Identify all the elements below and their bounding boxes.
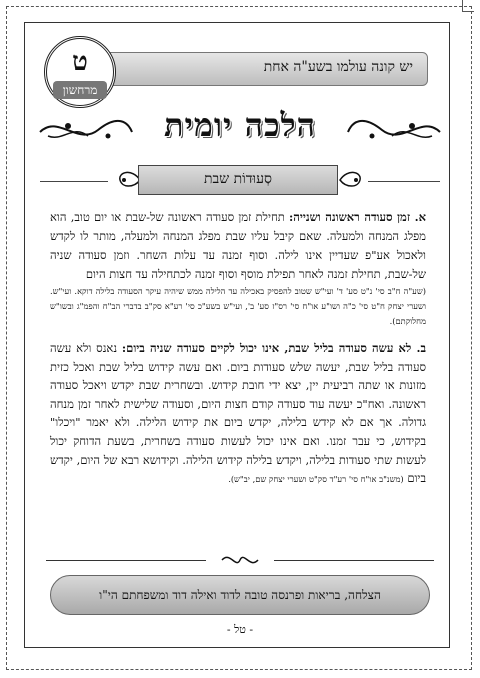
date-badge	[44, 36, 116, 108]
paragraph-1-heading: א. זמן סעודה ראשונה ושנייה:	[289, 210, 426, 224]
flourish-right-icon	[346, 112, 442, 148]
page-title: הלכה יומית	[163, 106, 316, 144]
section-rule-right	[368, 181, 440, 182]
footer-rule-left	[46, 560, 206, 561]
article-body	[50, 208, 426, 558]
title-area	[38, 104, 442, 156]
divider-ornament-icon	[220, 551, 260, 569]
section-title: סְעוּדוֹת שבת	[204, 171, 272, 187]
footer-rule-right	[274, 560, 434, 561]
header-text: יש קונה עולמו בשע"ה אחת	[263, 59, 413, 75]
paragraph-2	[50, 339, 426, 489]
paragraph-1-source: (שע"ה ח"ב סי' נ"ט סע' ד' ועי"ש שטוב להפסיק באכילה עד הלילה ממש שיהיה עיקר הסעודה בלילה דוקא. ועי"ש. ושערי יצחק ח"ט סי' כ"ה ושו"ע או"ח סי' רס"ז סע' ב', ועי"ש בשע"כ סי' רע"א סק"ב בדברי הב"ח והפמ"ג ובשו"ש מחלוקתם).	[50, 286, 426, 326]
section-rule-left	[40, 181, 108, 182]
month-label: מרחשון	[53, 81, 107, 99]
paragraph-2-source: (משנ"ב או"ח סי' רע"ד סק"ט ושערי יצחק שם, יב"ש).	[228, 474, 404, 485]
paragraph-1	[50, 208, 426, 329]
paragraph-1-text: תחילת זמן סעודה ראשונה של-שבת או יום טוב, הוא מפלג המנחה ולמעלה. שאם קיבל עליו שבת מפלג המנחה ולמעלה, מותר לו לקדש ולאכול אע"פ שעדיין אינו לילה. וסוף זמנה עד עלות השחר. וזמן סעודה שניה של-שבת, תחילת זמנה לאחר תפילת מוסף וסוף זמנה לכתחילה עד חצות היום	[50, 210, 426, 281]
dedication-text: הצלחה, בריאות ופרנסה טובה לדוד ואילה דוד ומשפחתם הי"ו	[99, 588, 381, 602]
paragraph-2-heading: ב. לא עשה סעודה בליל שבת, אינו יכול לקיים סעודה שניה ביום:	[121, 341, 426, 355]
crop-mark	[462, 0, 474, 12]
dedication-bar	[50, 575, 430, 615]
page-number: - טל -	[226, 623, 254, 636]
paragraph-2-text: נאנס ולא עשה סעודה בליל שבת, יעשה שלש סעודות ביום. ואם עשה קידוש בליל שבת ואכל כזית מזונות או שתה רביעית יין, יצא ידי חובת קידוש. ובשחרית שבת יקדש ויאכל סעודה ראשונה. ואח"כ יעשה עוד סעודה קודם חצות היום, וסעודה שלישית לאחר זמן מנחה גדולה. אך אם לא קידש בלילה, יקדש ביום את קידוש הלילה. ולא יאמר "ויכלו" בקידוש, כי עבר זמנו. ואם אינו יכול לעשות סעודה בשחרית, בשעת הדוחק יכול לעשות שתי סעודות בלילה, ויקדש בלילה קידוש הלילה. וקידושא רבא של היום, יקדש ביום	[50, 341, 426, 486]
date-letter: ט	[72, 47, 88, 77]
section-banner	[108, 163, 368, 199]
